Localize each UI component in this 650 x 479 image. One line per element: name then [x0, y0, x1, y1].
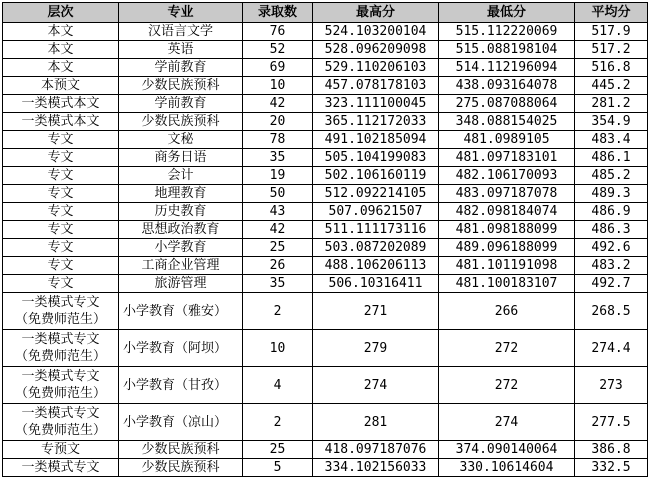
table-row	[3, 95, 648, 113]
cell-level	[3, 77, 119, 95]
cell-max-score: 457.078178103	[313, 77, 439, 95]
level-text: 专文	[47, 150, 74, 165]
level-text: 本文	[47, 42, 74, 57]
cell-max-score: 491.102185094	[313, 131, 439, 149]
header-count: 录取数	[243, 3, 313, 23]
cell-level	[3, 404, 119, 441]
cell-level	[3, 149, 119, 167]
cell-avg-score: 274.4	[575, 330, 648, 367]
cell-min-score: 330.10614604	[439, 459, 575, 477]
level-text: 专文	[47, 132, 74, 147]
cell-avg-score: 517.9	[575, 23, 648, 41]
cell-count: 26	[243, 257, 313, 275]
cell-max-score: 418.097187076	[313, 441, 439, 459]
cell-avg-score: 273	[575, 367, 648, 404]
cell-avg-score: 516.8	[575, 59, 648, 77]
cell-min-score: 275.087088064	[439, 95, 575, 113]
cell-min-score: 274	[439, 404, 575, 441]
table-row	[3, 59, 648, 77]
cell-avg-score: 354.9	[575, 113, 648, 131]
cell-level	[3, 167, 119, 185]
cell-max-score: 529.110206103	[313, 59, 439, 77]
cell-count: 25	[243, 441, 313, 459]
level-text: 专文	[47, 168, 74, 183]
cell-avg-score: 486.3	[575, 221, 648, 239]
table-row	[3, 23, 648, 41]
cell-count: 10	[243, 330, 313, 367]
level-subtext: （免费师范生）	[14, 386, 106, 401]
cell-min-score: 515.088198104	[439, 41, 575, 59]
cell-major: 思想政治教育	[119, 221, 243, 239]
cell-count: 76	[243, 23, 313, 41]
cell-avg-score: 483.4	[575, 131, 648, 149]
table-row	[3, 131, 648, 149]
level-text: 一类模式专文	[21, 295, 100, 310]
cell-level	[3, 330, 119, 367]
cell-max-score: 488.106206113	[313, 257, 439, 275]
level-text: 专文	[47, 222, 74, 237]
cell-max-score: 505.104199083	[313, 149, 439, 167]
cell-major: 工商企业管理	[119, 257, 243, 275]
table-row	[3, 167, 648, 185]
cell-count: 5	[243, 459, 313, 477]
cell-major: 少数民族预科	[119, 441, 243, 459]
cell-level	[3, 441, 119, 459]
cell-level	[3, 275, 119, 293]
header-major: 专业	[119, 3, 243, 23]
table-row	[3, 441, 648, 459]
cell-level	[3, 239, 119, 257]
cell-min-score: 483.097187078	[439, 185, 575, 203]
cell-major: 地理教育	[119, 185, 243, 203]
header-avg-score: 平均分	[575, 3, 648, 23]
table-row	[3, 239, 648, 257]
level-text: 专文	[47, 276, 74, 291]
cell-min-score: 514.112196094	[439, 59, 575, 77]
table-row	[3, 330, 648, 367]
cell-avg-score: 489.3	[575, 185, 648, 203]
cell-count: 78	[243, 131, 313, 149]
cell-max-score: 334.102156033	[313, 459, 439, 477]
cell-count: 35	[243, 275, 313, 293]
cell-major: 历史教育	[119, 203, 243, 221]
cell-avg-score: 492.7	[575, 275, 648, 293]
cell-max-score: 511.111173116	[313, 221, 439, 239]
cell-major: 少数民族预科	[119, 113, 243, 131]
cell-max-score: 279	[313, 330, 439, 367]
level-text: 专文	[47, 186, 74, 201]
cell-max-score: 512.092214105	[313, 185, 439, 203]
level-subtext: （免费师范生）	[14, 349, 106, 364]
cell-avg-score: 486.9	[575, 203, 648, 221]
cell-min-score: 266	[439, 293, 575, 330]
cell-count: 10	[243, 77, 313, 95]
level-subtext: （免费师范生）	[14, 312, 106, 327]
level-text: 专文	[47, 204, 74, 219]
cell-min-score: 482.098184074	[439, 203, 575, 221]
cell-major: 学前教育	[119, 95, 243, 113]
cell-level	[3, 59, 119, 77]
cell-major: 小学教育（阿坝）	[119, 330, 243, 367]
table-header	[3, 3, 648, 23]
header-max-score: 最高分	[313, 3, 439, 23]
table-row	[3, 203, 648, 221]
cell-level	[3, 293, 119, 330]
level-text: 一类模式专文	[21, 332, 100, 347]
level-text: 专文	[47, 258, 74, 273]
cell-avg-score: 517.2	[575, 41, 648, 59]
cell-max-score: 524.103200104	[313, 23, 439, 41]
level-text: 一类模式专文	[21, 460, 100, 475]
cell-count: 25	[243, 239, 313, 257]
cell-major: 旅游管理	[119, 275, 243, 293]
level-text: 一类模式专文	[21, 406, 100, 421]
cell-count: 19	[243, 167, 313, 185]
cell-max-score: 274	[313, 367, 439, 404]
cell-level	[3, 367, 119, 404]
cell-avg-score: 486.1	[575, 149, 648, 167]
cell-level	[3, 203, 119, 221]
cell-major: 学前教育	[119, 59, 243, 77]
cell-level	[3, 131, 119, 149]
cell-count: 42	[243, 221, 313, 239]
cell-major: 少数民族预科	[119, 77, 243, 95]
cell-min-score: 272	[439, 367, 575, 404]
cell-major: 会计	[119, 167, 243, 185]
cell-min-score: 348.088154025	[439, 113, 575, 131]
cell-max-score: 281	[313, 404, 439, 441]
cell-count: 2	[243, 404, 313, 441]
table-row	[3, 77, 648, 95]
cell-level	[3, 113, 119, 131]
cell-avg-score: 268.5	[575, 293, 648, 330]
cell-major: 商务日语	[119, 149, 243, 167]
cell-max-score: 506.10316411	[313, 275, 439, 293]
cell-level	[3, 257, 119, 275]
cell-level	[3, 185, 119, 203]
cell-min-score: 481.101191098	[439, 257, 575, 275]
cell-avg-score: 492.6	[575, 239, 648, 257]
cell-avg-score: 386.8	[575, 441, 648, 459]
header-min-score: 最低分	[439, 3, 575, 23]
cell-avg-score: 483.2	[575, 257, 648, 275]
table-row	[3, 149, 648, 167]
cell-min-score: 374.090140064	[439, 441, 575, 459]
level-text: 本文	[47, 60, 74, 75]
level-text: 专预文	[40, 442, 80, 457]
table-row	[3, 275, 648, 293]
cell-avg-score: 332.5	[575, 459, 648, 477]
level-text: 本预文	[40, 78, 80, 93]
cell-major: 小学教育（凉山）	[119, 404, 243, 441]
cell-level	[3, 41, 119, 59]
cell-min-score: 515.112220069	[439, 23, 575, 41]
cell-max-score: 502.106160119	[313, 167, 439, 185]
cell-major: 文秘	[119, 131, 243, 149]
table-row	[3, 41, 648, 59]
cell-count: 35	[243, 149, 313, 167]
cell-count: 2	[243, 293, 313, 330]
cell-count: 20	[243, 113, 313, 131]
cell-major: 少数民族预科	[119, 459, 243, 477]
cell-min-score: 481.097183101	[439, 149, 575, 167]
table-body	[3, 23, 648, 477]
cell-count: 43	[243, 203, 313, 221]
cell-major: 小学教育（雅安）	[119, 293, 243, 330]
cell-major: 小学教育	[119, 239, 243, 257]
cell-min-score: 481.0989105	[439, 131, 575, 149]
cell-min-score: 489.096188099	[439, 239, 575, 257]
cell-count: 42	[243, 95, 313, 113]
header-row	[3, 3, 648, 23]
level-text: 一类模式本文	[21, 96, 100, 111]
cell-max-score: 365.112172033	[313, 113, 439, 131]
cell-min-score: 481.098188099	[439, 221, 575, 239]
cell-max-score: 323.111100045	[313, 95, 439, 113]
level-text: 一类模式专文	[21, 369, 100, 384]
cell-avg-score: 277.5	[575, 404, 648, 441]
cell-level	[3, 221, 119, 239]
admission-score-table	[2, 2, 648, 477]
cell-avg-score: 445.2	[575, 77, 648, 95]
cell-avg-score: 281.2	[575, 95, 648, 113]
cell-max-score: 503.087202089	[313, 239, 439, 257]
table-row	[3, 221, 648, 239]
cell-major: 英语	[119, 41, 243, 59]
table-row	[3, 185, 648, 203]
table-row	[3, 293, 648, 330]
cell-max-score: 528.096209098	[313, 41, 439, 59]
table-row	[3, 257, 648, 275]
table-row	[3, 404, 648, 441]
cell-major: 小学教育（甘孜）	[119, 367, 243, 404]
header-level: 层次	[3, 3, 119, 23]
cell-level	[3, 95, 119, 113]
cell-min-score: 272	[439, 330, 575, 367]
cell-major: 汉语言文学	[119, 23, 243, 41]
cell-max-score: 271	[313, 293, 439, 330]
cell-count: 4	[243, 367, 313, 404]
level-subtext: （免费师范生）	[14, 423, 106, 438]
cell-min-score: 482.106170093	[439, 167, 575, 185]
table-row	[3, 367, 648, 404]
cell-level	[3, 23, 119, 41]
level-text: 本文	[47, 24, 74, 39]
cell-min-score: 438.093164078	[439, 77, 575, 95]
cell-avg-score: 485.2	[575, 167, 648, 185]
table-row	[3, 459, 648, 477]
cell-count: 52	[243, 41, 313, 59]
cell-count: 50	[243, 185, 313, 203]
level-text: 专文	[47, 240, 74, 255]
level-text: 一类模式本文	[21, 114, 100, 129]
cell-min-score: 481.100183107	[439, 275, 575, 293]
cell-max-score: 507.09621507	[313, 203, 439, 221]
table-row	[3, 113, 648, 131]
cell-level	[3, 459, 119, 477]
cell-count: 69	[243, 59, 313, 77]
